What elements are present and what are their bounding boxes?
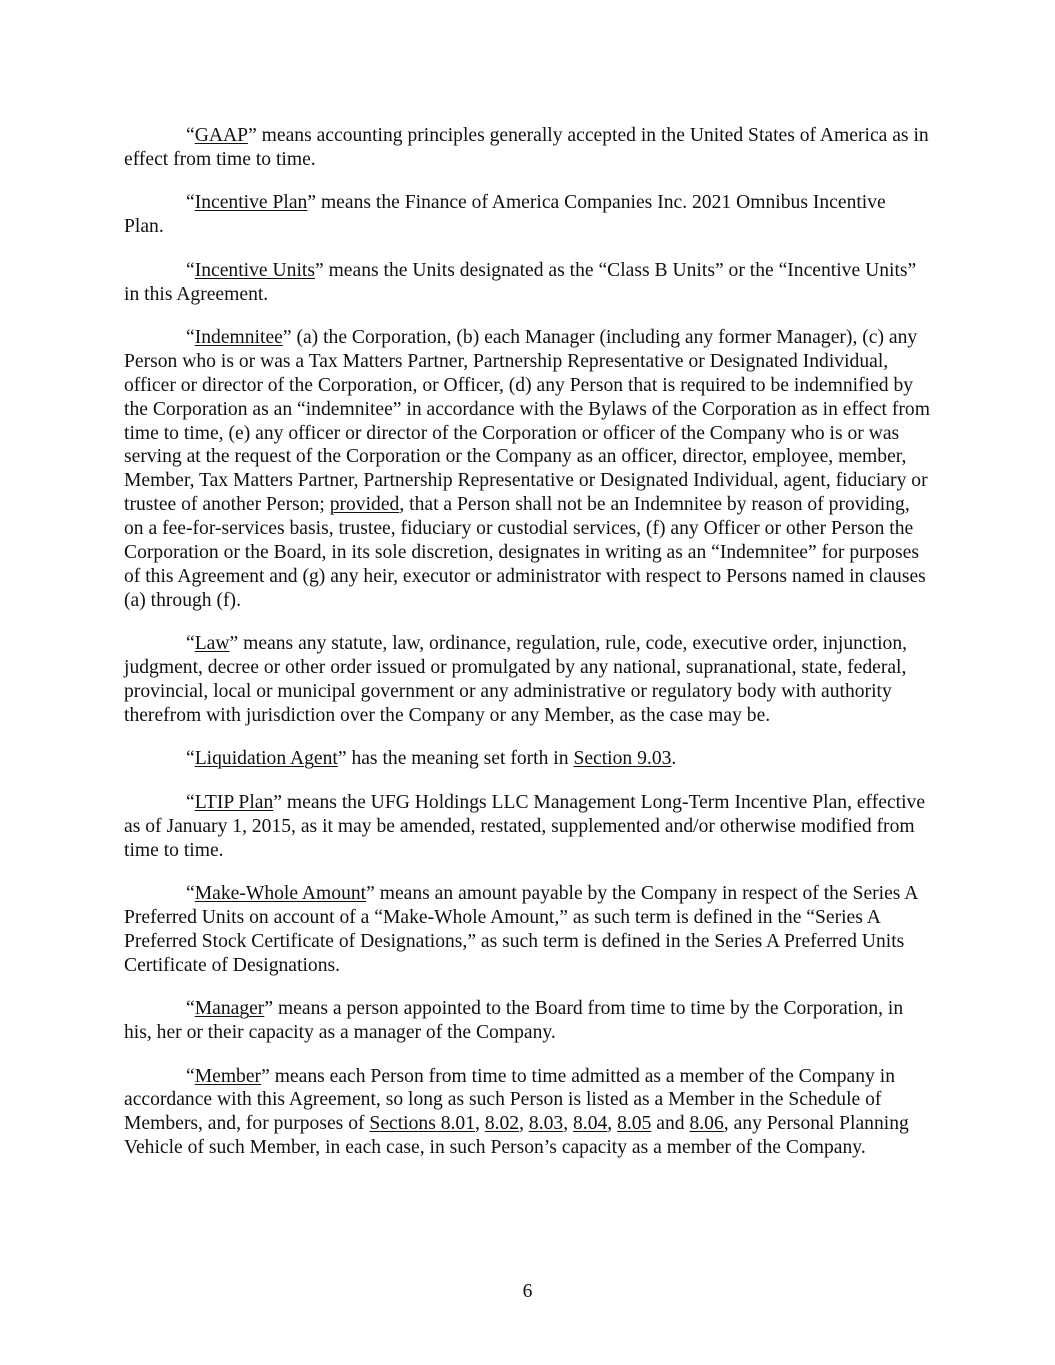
definition-liquidation-agent: “Liquidation Agent” has the meaning set forth in Section 9.03. [186, 748, 677, 770]
defined-term: Liquidation Agent [194, 748, 338, 770]
defined-term: Incentive Units [194, 259, 315, 281]
section-reference: 8.03 [528, 1113, 564, 1135]
definition-manager: “Manager” means a person appointed to the Board from time to time by the Corporation, in his, her or their capacity as a manager of the Company. [124, 998, 904, 1044]
definition-member: “Member” means each Person from time to time admitted as a member of the Company in accordance with this Agreement, so long as such Person is listed as a Member in the Schedule of Members, and, for purposes of Sections 8.01, 8.02, 8.03, 8.04, 8.05 and 8.06, any Personal Planning Vehicle of such Member, in each case, in such Person’s capacity as a member of the Company. [124, 1065, 909, 1159]
definition-indemnitee: “Indemnitee” (a) the Corporation, (b) each Manager (including any former Manager), (c) any Person who is or was a Tax Matters Partner, Partnership Representative or Designated Individual, officer or director of the Corporation, or Officer, (d) any Person that is required to be indemnified by the Corporation as an “indemnitee” in accordance with the Bylaws of the Corporation as in effect from time to time, (e) any officer or director of the Corporation or officer of the Company who is or was serving at the request of the Corporation or the Company as an officer, director, employee, member, Member, Tax Matters Partner, Partnership Representative or Designated Individual, agent, fiduciary or trustee of another Person; provided, that a Person shall not be an Indemnitee by reason of providing, on a fee-for-services basis, trustee, fiduciary or custodial services, (f) any Officer or other Person the Corporation or the Board, in its sole discretion, designates in writing as an “Indemnitee” for purposes of this Agreement and (g) any heir, executor or administrator with respect to Persons named in clauses (a) through (f). [124, 326, 930, 611]
section-reference: Sections 8.01 [369, 1113, 476, 1135]
definition-make-whole-amount: “Make-Whole Amount” means an amount payable by the Company in respect of the Series A Preferred Units on account of a “Make-Whole Amount,” as such term is defined in the “Series A Preferred Stock Certificate of Designations,” as such term is defined in the Series A Preferred Units Certificate of Designations. [124, 883, 918, 976]
section-reference: Section 9.03 [573, 748, 672, 770]
definition-incentive-plan: “Incentive Plan” means the Finance of America Companies Inc. 2021 Omnibus Incentive Plan. [124, 192, 886, 238]
defined-term: Manager [194, 998, 265, 1020]
defined-term: Incentive Plan [194, 192, 308, 214]
definition-ltip-plan: “LTIP Plan” means the UFG Holdings LLC Management Long-Term Incentive Plan, effective as of January 1, 2015, as it may be amended, restated, supplemented and/or otherwise modified from time to time. [124, 791, 926, 861]
section-reference: 8.04 [573, 1113, 608, 1135]
section-reference: 8.06 [689, 1113, 724, 1135]
page-number: 6 [522, 1281, 533, 1302]
definition-law: “Law” means any statute, law, ordinance, regulation, rule, code, executive order, injunction, judgment, decree or other order issued or promulgated by any national, supranational, state, federal, provincial, local or municipal government or any administrative or regulatory body with authority therefrom with jurisdiction over the Company or any Member, as the case may be. [124, 633, 908, 727]
defined-term: Member [194, 1065, 262, 1087]
definition-incentive-units: “Incentive Units” means the Units designated as the “Class B Units” or the “Incentive Units” in this Agreement. [124, 259, 917, 305]
defined-term: LTIP Plan [194, 791, 274, 813]
document-page [124, 124, 930, 1180]
defined-term: Law [194, 633, 230, 655]
defined-term: Make-Whole Amount [194, 883, 367, 905]
section-reference: 8.05 [617, 1113, 652, 1135]
definition-gaap: “GAAP” means accounting principles generally accepted in the United States of America as in effect from time to time. [124, 125, 929, 170]
defined-term: Indemnitee [194, 326, 283, 348]
defined-term: GAAP [194, 125, 249, 146]
provided-proviso: provided [329, 494, 400, 516]
section-reference: 8.02 [484, 1113, 520, 1135]
